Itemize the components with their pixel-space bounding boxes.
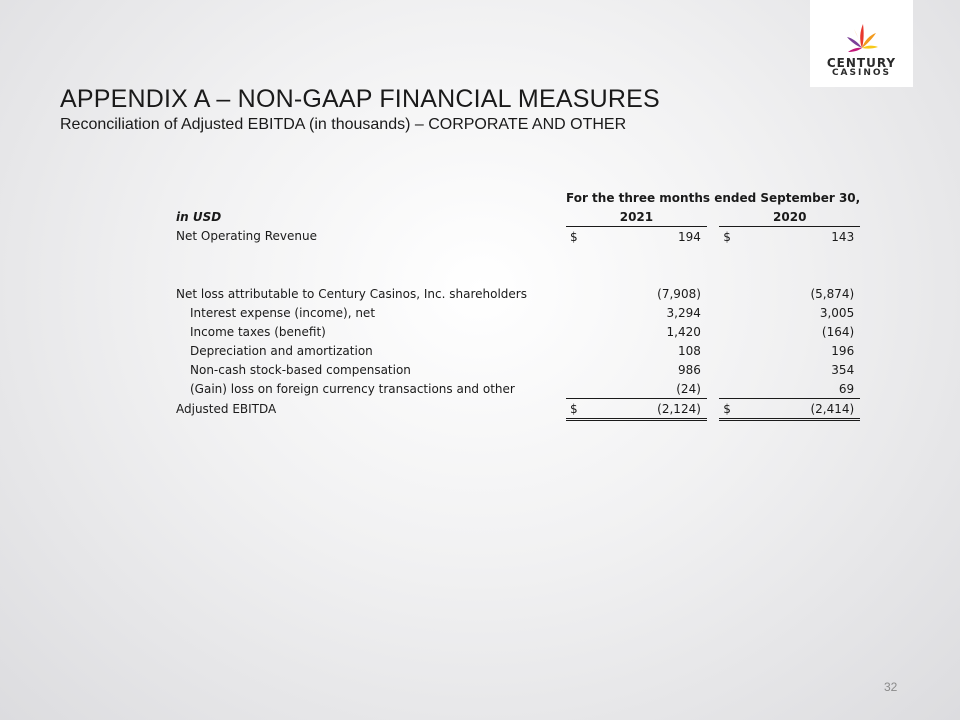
value-2020: 143 [831,229,855,244]
period-header: For the three months ended September 30, [566,190,861,205]
table-row-total [176,399,860,420]
row-label: Interest expense (income), net [190,305,376,320]
value-2021: (7,908) [657,286,701,301]
value-2020: (5,874) [810,286,855,301]
row-label: Net loss attributable to Century Casinos, Inc. shareholders [176,286,527,301]
row-label: Non-cash stock-based compensation [190,362,411,377]
row-label: Income taxes (benefit) [190,324,326,339]
row-label: Adjusted EBITDA [176,402,277,416]
table-header-row [176,188,860,207]
value-2021: 108 [677,343,701,358]
currency-symbol: $ [566,399,598,420]
table-year-row [176,207,860,227]
page-subtitle: Reconciliation of Adjusted EBITDA (in thousands) – CORPORATE AND OTHER [60,116,627,133]
ebitda-reconciliation-table [176,188,860,421]
century-casinos-logo [810,0,913,87]
table-row [176,284,860,303]
value-2021: (24) [598,379,707,399]
unit-label: in USD [176,209,222,224]
currency-symbol: $ [719,399,751,420]
row-label: Net Operating Revenue [176,229,317,244]
value-2021: (2,124) [598,399,707,420]
table-row [176,322,860,341]
table-row-revenue [176,227,860,247]
row-label: (Gain) loss on foreign currency transactions and other [190,381,515,396]
logo-wordmark-casinos: CASINOS [831,68,892,78]
table-row [176,341,860,360]
value-2021: 986 [677,362,701,377]
value-2020: 354 [831,362,855,377]
page-title: APPENDIX A – NON-GAAP FINANCIAL MEASURES [60,85,660,113]
value-2020: 3,005 [819,305,855,320]
value-2021: 3,294 [666,305,701,320]
table-row [176,303,860,322]
logo-wordmark-century: CENTURY [826,56,897,70]
value-2021: 1,420 [666,324,701,339]
table-row [176,360,860,379]
value-2020: (164) [821,324,855,339]
starburst-logo-icon [846,22,878,56]
value-2020: (2,414) [751,399,860,420]
value-2021: 194 [677,229,701,244]
page-number: 32 [884,680,898,694]
row-label: Depreciation and amortization [190,343,373,358]
currency-symbol: $ [723,229,731,244]
currency-symbol: $ [570,229,578,244]
value-2020: 196 [831,343,855,358]
value-2020: 69 [751,379,860,399]
table-row [176,379,860,399]
year-header-2021: 2021 [566,207,707,227]
year-header-2020: 2020 [719,207,860,227]
